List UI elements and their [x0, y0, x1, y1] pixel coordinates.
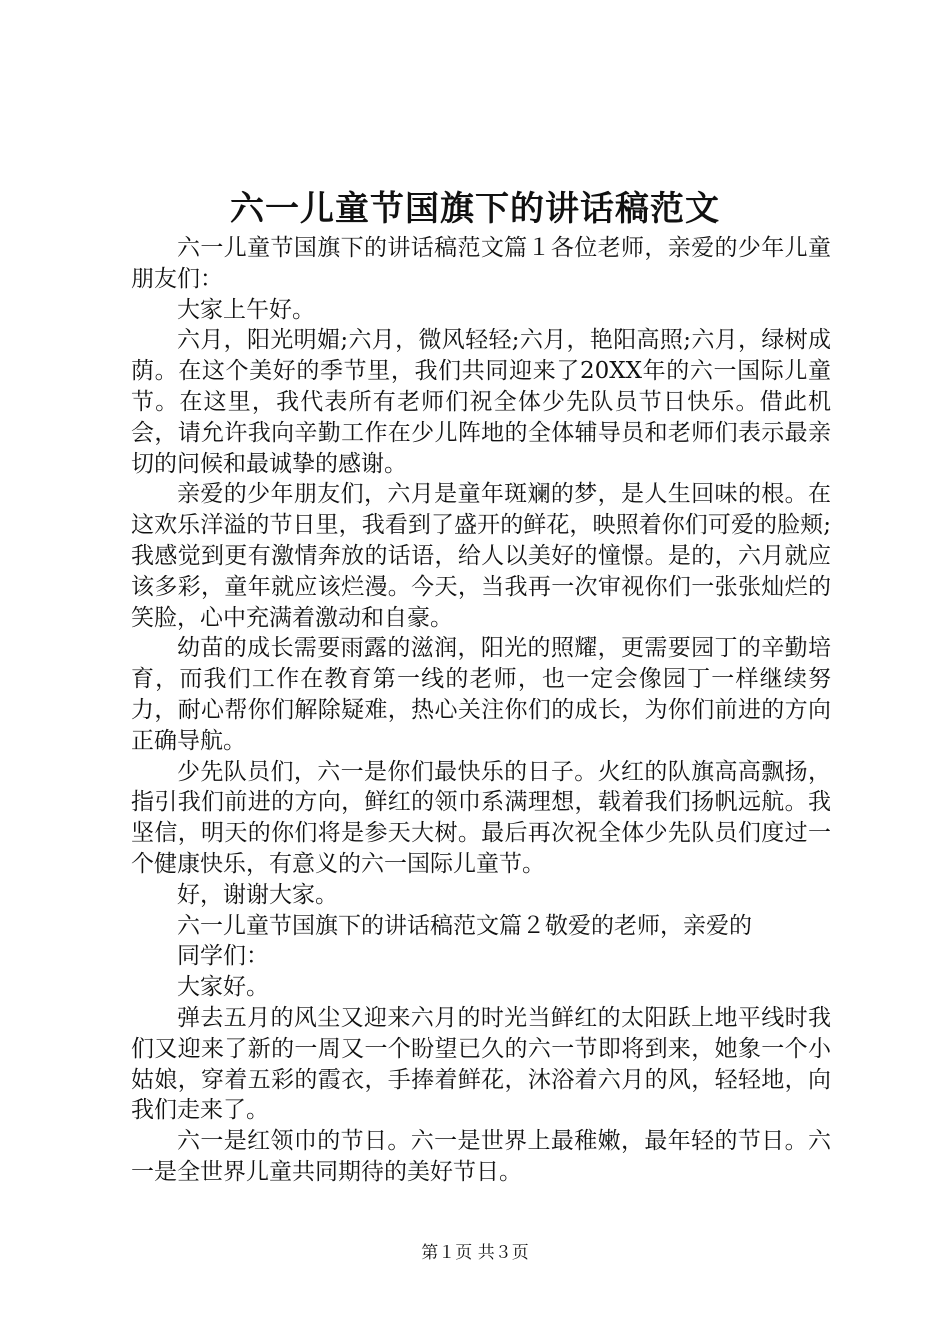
paragraph-hello: 大家上午好。 [177, 296, 315, 323]
paragraph-june: 六月，阳光明媚;六月，微风轻轻;六月，艳阳高照;六月，绿树成荫。在这个美好的季节里，我们共同迎来了20XX年的六一国际儿童节。在这里，我代表所有老师们祝全体少先队员节日快乐。借此机会，请允许我向辛勤工作在少儿阵地的全体辅导员和老师们表示最亲切的问候和最诚挚的感谢。 [131, 327, 831, 477]
paragraph-classmates: 同学们： [177, 943, 269, 970]
paragraph-speech-two-heading: 六一儿童节国旗下的讲话稿范文篇２敬爱的老师，亲爱的 [177, 912, 752, 939]
paragraph-intro-greeting: 六一儿童节国旗下的讲话稿范文篇１各位老师，亲爱的少年儿童朋友们： [131, 235, 831, 292]
paragraph-thanks: 好，谢谢大家。 [177, 881, 338, 908]
paragraph-red-scarf: 六一是红领巾的节日。六一是世界上最稚嫩，最年轻的节日。六一是全世界儿童共同期待的美好节日。 [131, 1128, 831, 1185]
paragraph-hello-all: 大家好。 [177, 974, 269, 1001]
paragraph-seedlings: 幼苗的成长需要雨露的滋润，阳光的照耀，更需要园丁的辛勤培育，而我们工作在教育第一线的老师，也一定会像园丁一样继续努力，耐心帮你们解除疑难，热心关注你们的成长，为你们前进的方向正确导航。 [131, 635, 831, 754]
page-indicator: 第１页 共３页 [421, 1243, 529, 1263]
document-title: 六一儿童节国旗下的讲话稿范文 [230, 189, 720, 229]
paragraph-may-wind: 弹去五月的风尘又迎来六月的时光当鲜红的太阳跃上地平线时我们又迎来了新的一周又一个盼望已久的六一节即将到来，她象一个小姑娘，穿着五彩的霞衣，手捧着鲜花，沐浴着六月的风，轻轻地，向我们走来了。 [131, 1004, 831, 1124]
paragraph-pioneers: 少先队员们，六一是你们最快乐的日子。火红的队旗高高飘扬，指引我们前进的方向，鲜红的领巾系满理想，载着我们扬帆远航。我坚信，明天的你们将是参天大树。最后再次祝全体少先队员们度过一个健康快乐，有意义的六一国际儿童节。 [131, 758, 831, 877]
paragraph-young-friends: 亲爱的少年朋友们，六月是童年斑斓的梦，是人生回味的根。在这欢乐洋溢的节日里，我看到了盛开的鲜花，映照着你们可爱的脸颊;我感觉到更有激情奔放的话语，给人以美好的憧憬。是的，六月就应该多彩，童年就应该烂漫。今天，当我再一次审视你们一张张灿烂的笑脸，心中充满着激动和自豪。 [131, 481, 831, 631]
document-body [131, 233, 831, 1188]
